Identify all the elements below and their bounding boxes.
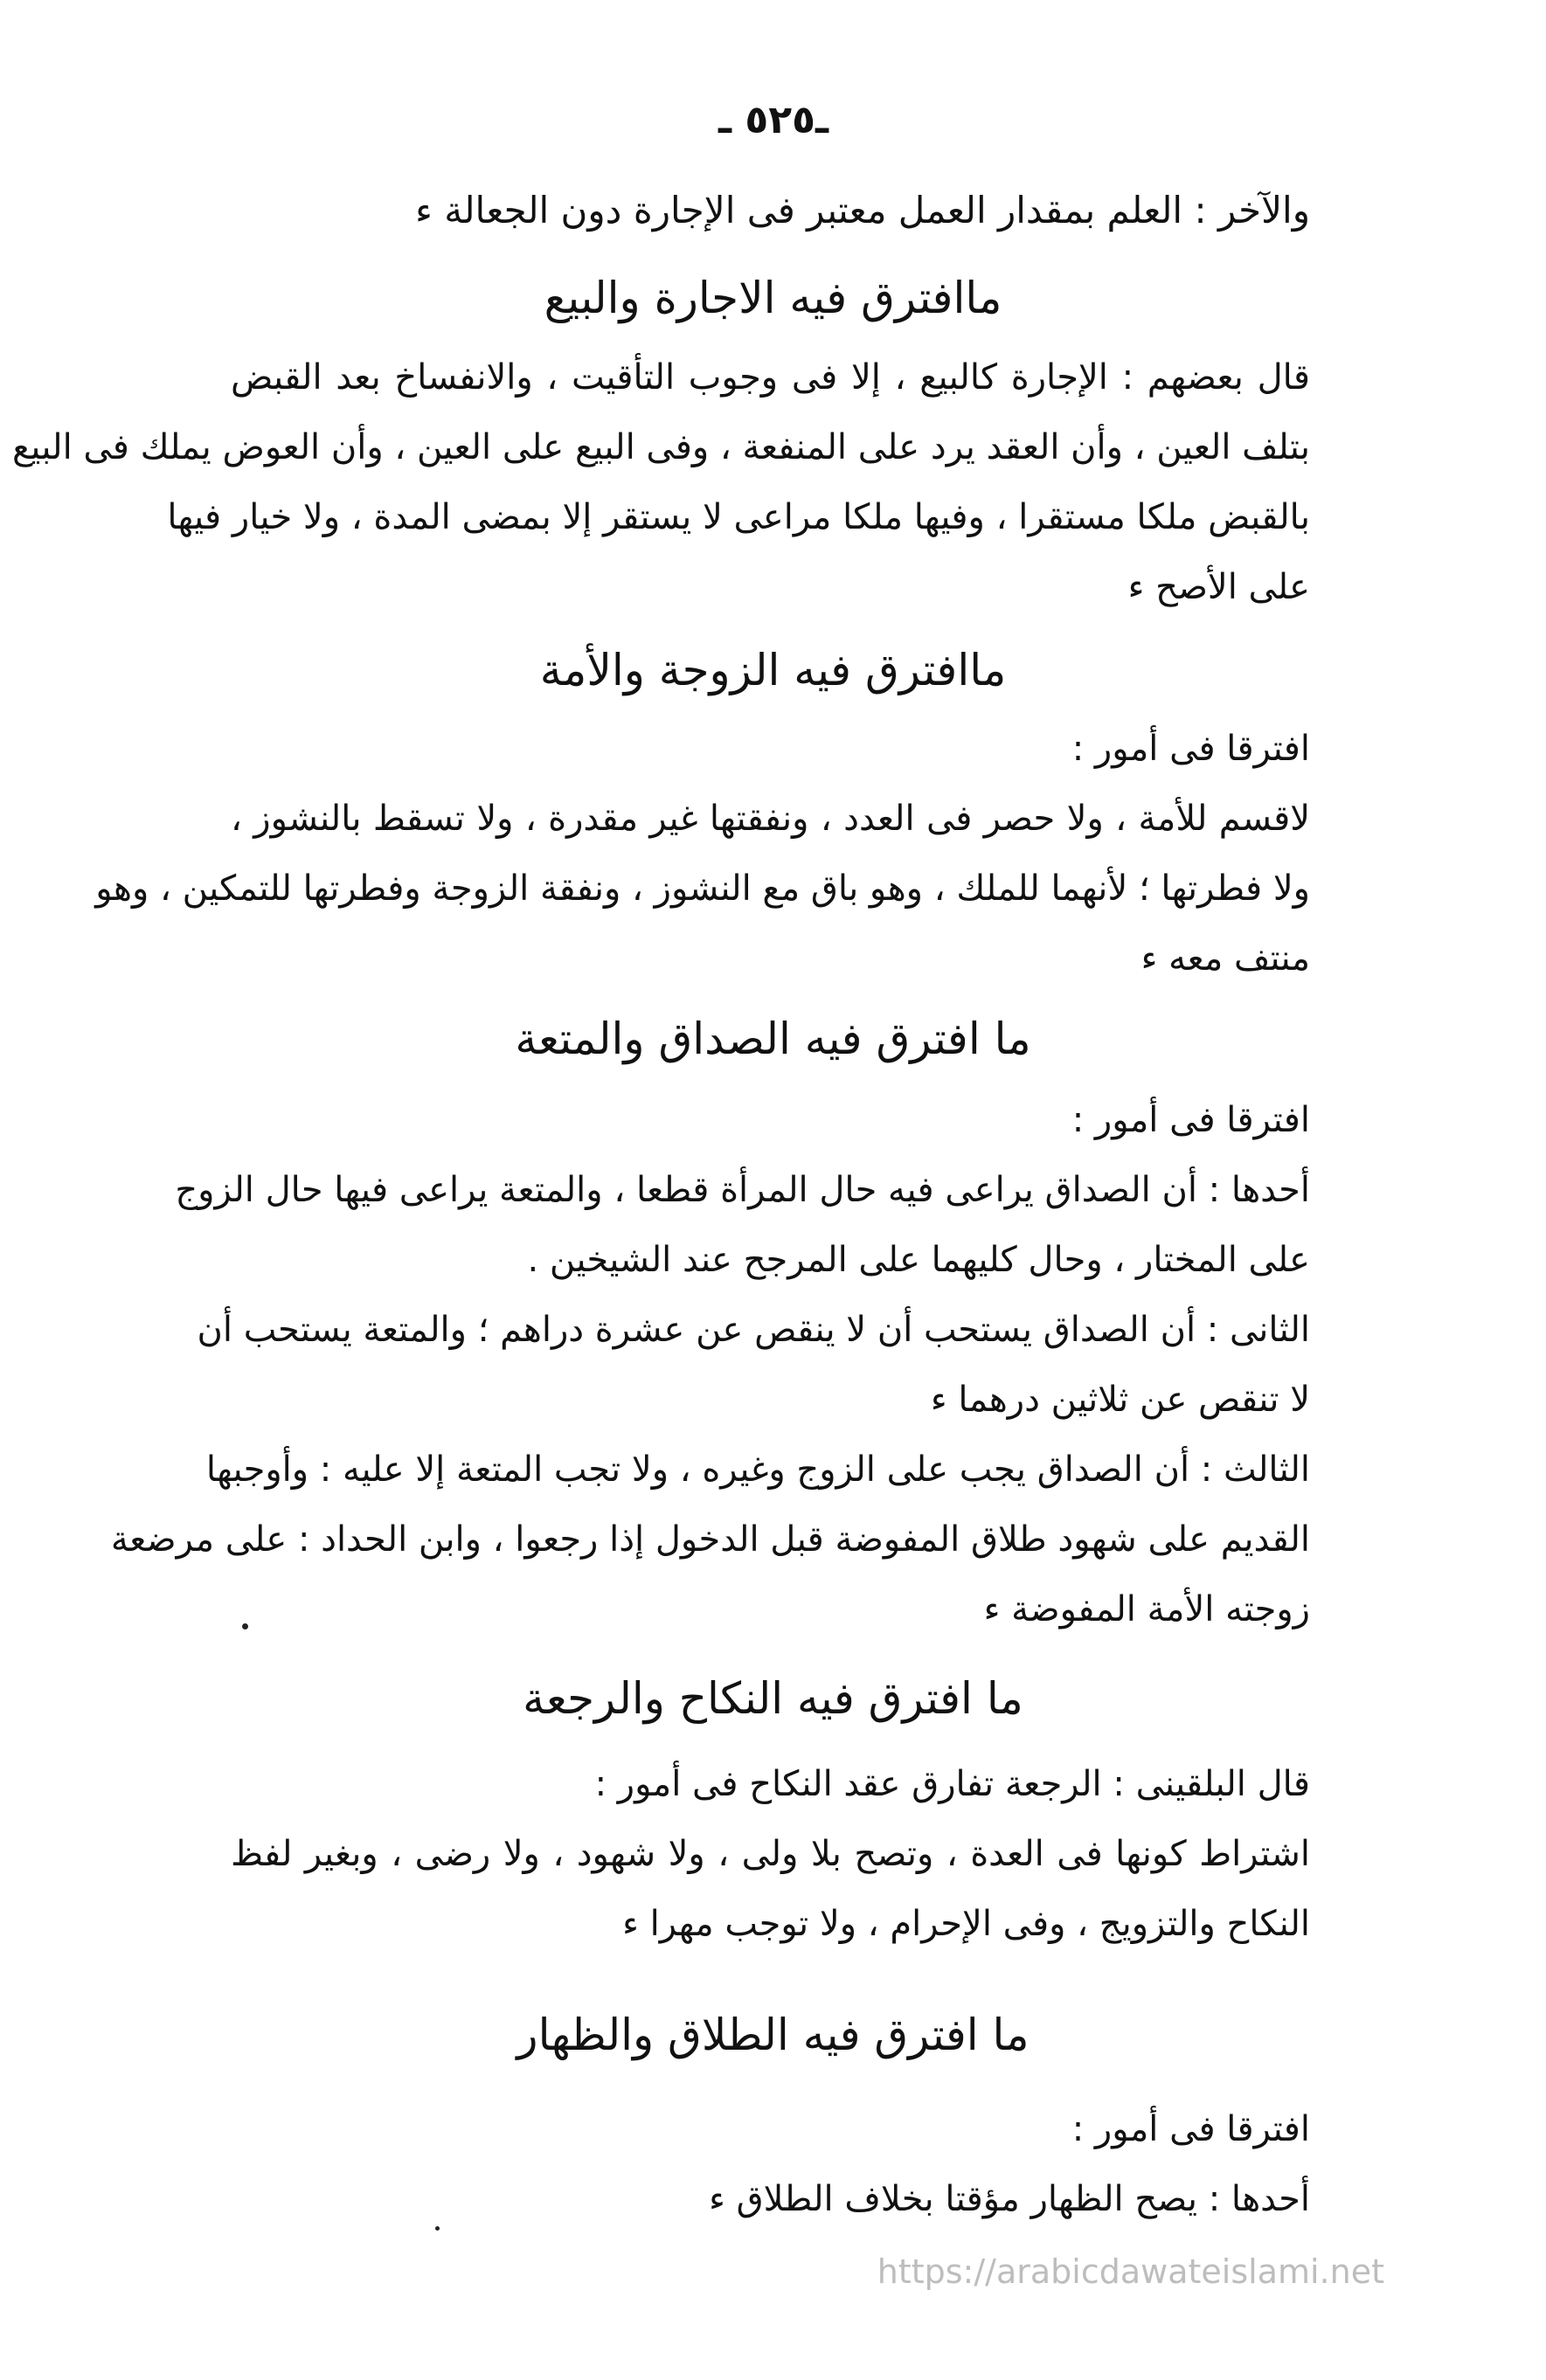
text-line: أحدها : أن الصداق يراعى فيه حال المرأة قطعا ، والمتعة يراعى فيها حال الزوج [175,1170,1310,1210]
text-line: على الأصح ء [1127,567,1310,607]
ink-speck [242,1623,248,1629]
text-line: افترقا فى أمور : [1071,729,1310,769]
section-heading: ما افترق فيه النكاح والرجعة [523,1673,1023,1724]
section-heading: ماافترق فيه الاجارة والبيع [544,273,1002,323]
text-line: ولا فطرتها ؛ لأنهما للملك ، وهو باق مع النشوز ، ونفقة الزوجة وفطرتها للتمكين ، وهو [95,868,1310,909]
text-line: على المختار ، وحال كليهما على المرجح عند الشيخين . [527,1240,1310,1280]
text-line: أحدها : يصح الظهار مؤقتا بخلاف الطلاق ء [709,2179,1310,2219]
text-line: اشتراط كونها فى العدة ، وتصح بلا ولى ، ولا شهود ، ولا رضى ، وبغير لفظ [231,1834,1310,1874]
text-line: لاقسم للأمة ، ولا حصر فى العدد ، ونفقتها غير مقدرة ، ولا تسقط بالنشوز ، [231,799,1310,839]
text-line: النكاح والتزويج ، وفى الإحرام ، ولا توجب مهرا ء [622,1904,1310,1944]
text-line: بتلف العين ، وأن العقد يرد على المنفعة ، وفى البيع على العين ، وأن العوض يملك فى البيع [11,427,1310,467]
text-line: لا تنقص عن ثلاثين درهما ء [930,1380,1310,1420]
text-line: افترقا فى أمور : [1071,1100,1310,1140]
text-line: زوجته الأمة المفوضة ء [983,1589,1310,1629]
section-heading: ما افترق فيه الطلاق والظهار [516,2010,1030,2060]
text-line: منتف معه ء [1140,938,1310,979]
ink-speck [435,2226,440,2231]
text-line: والآخر : العلم بمقدار العمل معتبر فى الإجارة دون الجعالة ء [415,189,1310,232]
text-line: بالقبض ملكا مستقرا ، وفيها ملكا مراعى لا يستقر إلا بمضى المدة ، ولا خيار فيها [167,497,1310,537]
text-line: قال البلقينى : الرجعة تفارق عقد النكاح فى أمور : [594,1764,1310,1804]
source-watermark: https://arabicdawateislami.net [877,2252,1384,2291]
page-number: ـ٥٢٥ ـ [718,98,828,142]
text-line: افترقا فى أمور : [1071,2109,1310,2149]
text-line: قال بعضهم : الإجارة كالبيع ، إلا فى وجوب التأقيت ، والانفساخ بعد القبض [231,357,1310,398]
section-heading: ماافترق فيه الزوجة والأمة [539,645,1007,695]
text-line: القديم على شهود طلاق المفوضة قبل الدخول إذا رجعوا ، وابن الحداد : على مرضعة [110,1519,1310,1560]
text-line: الثانى : أن الصداق يستحب أن لا ينقص عن عشرة دراهم ؛ والمتعة يستحب أن [197,1310,1310,1350]
text-line: الثالث : أن الصداق يجب على الزوج وغيره ، ولا تجب المتعة إلا عليه : وأوجبها [205,1449,1310,1490]
section-heading: ما افترق فيه الصداق والمتعة [515,1014,1031,1064]
